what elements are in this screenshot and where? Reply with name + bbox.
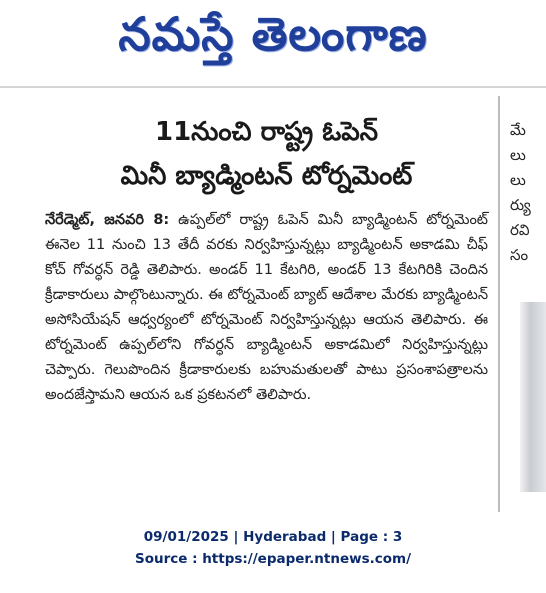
masthead-title: నమస్తే తెలంగాణ bbox=[118, 7, 428, 61]
news-article bbox=[0, 96, 500, 512]
adjacent-article-fragment bbox=[510, 118, 546, 268]
article-body bbox=[45, 208, 488, 408]
fragment-line: రవి bbox=[510, 221, 530, 239]
headline-line-2: మినీ బ్యాడ్మింటన్ టోర్నమెంట్ bbox=[120, 161, 413, 191]
source-link[interactable]: Source : https://epaper.ntnews.com/ bbox=[134, 551, 412, 567]
article-body-text: ఉప్పల్‌లో రాష్ట్ర ఓపెన్ మినీ బ్యాడ్మింటన్ టోర్నమెంట్ ఈనెల 11 నుంచి 13 తేదీ వరకు నిర్వహిస్తున్నట్లు బ్యాడ్మింటన్ అకాడమి చీఫ్ కోచ్ గోవర్ధన్ రెడ్డి తెలిపారు. అండర్ 11 కేటగిరి, అండర్ 13 కేటగిరికి చెందిన క్రీడాకారులు పాల్గొంటున్నారు. ఈ టోర్నమెంట్ బ్యాట్ ఆదేశాల మేరకు బ్యాడ్మింటన్ అసోసియేషన్ ఆధ్వర్యంలో టోర్నమెంట్ నిర్వహిస్తున్నట్లు ఆయన తెలిపారు. ఈ టోర్నమెంట్ ఉప్పల్‌లోని గోవర్ధన్ బ్యాడ్మింటన్ అకాడమిలో నిర్వహిస్తున్నట్లు చెప్పారు. గెలుపొందిన క్రీడాకారులకు బహుమతులతో పాటు ప్రసంశాపత్రాలను అందజేస్తామని ఆయన ఒక ప్రకటనలో తెలిపారు. bbox=[45, 212, 488, 403]
fragment-line: మే bbox=[510, 121, 526, 139]
fragment-line: సం bbox=[510, 246, 529, 264]
masthead-divider bbox=[0, 86, 546, 88]
newspaper-masthead bbox=[0, 0, 546, 80]
page-footer bbox=[0, 526, 546, 570]
fragment-line: ర్యు bbox=[510, 196, 531, 214]
adjacent-photo-fragment bbox=[520, 302, 546, 492]
edition-info: 09/01/2025 | Hyderabad | Page : 3 bbox=[143, 529, 403, 545]
fragment-line: లు bbox=[510, 146, 526, 164]
fragment-line: లు bbox=[510, 171, 526, 189]
headline-line-1: 11నుంచి రాష్ట్ర ఓపెన్ bbox=[155, 117, 378, 147]
article-dateline: నేరేడ్మెట్, జనవరి 8: bbox=[45, 212, 170, 228]
article-headline bbox=[45, 110, 488, 198]
